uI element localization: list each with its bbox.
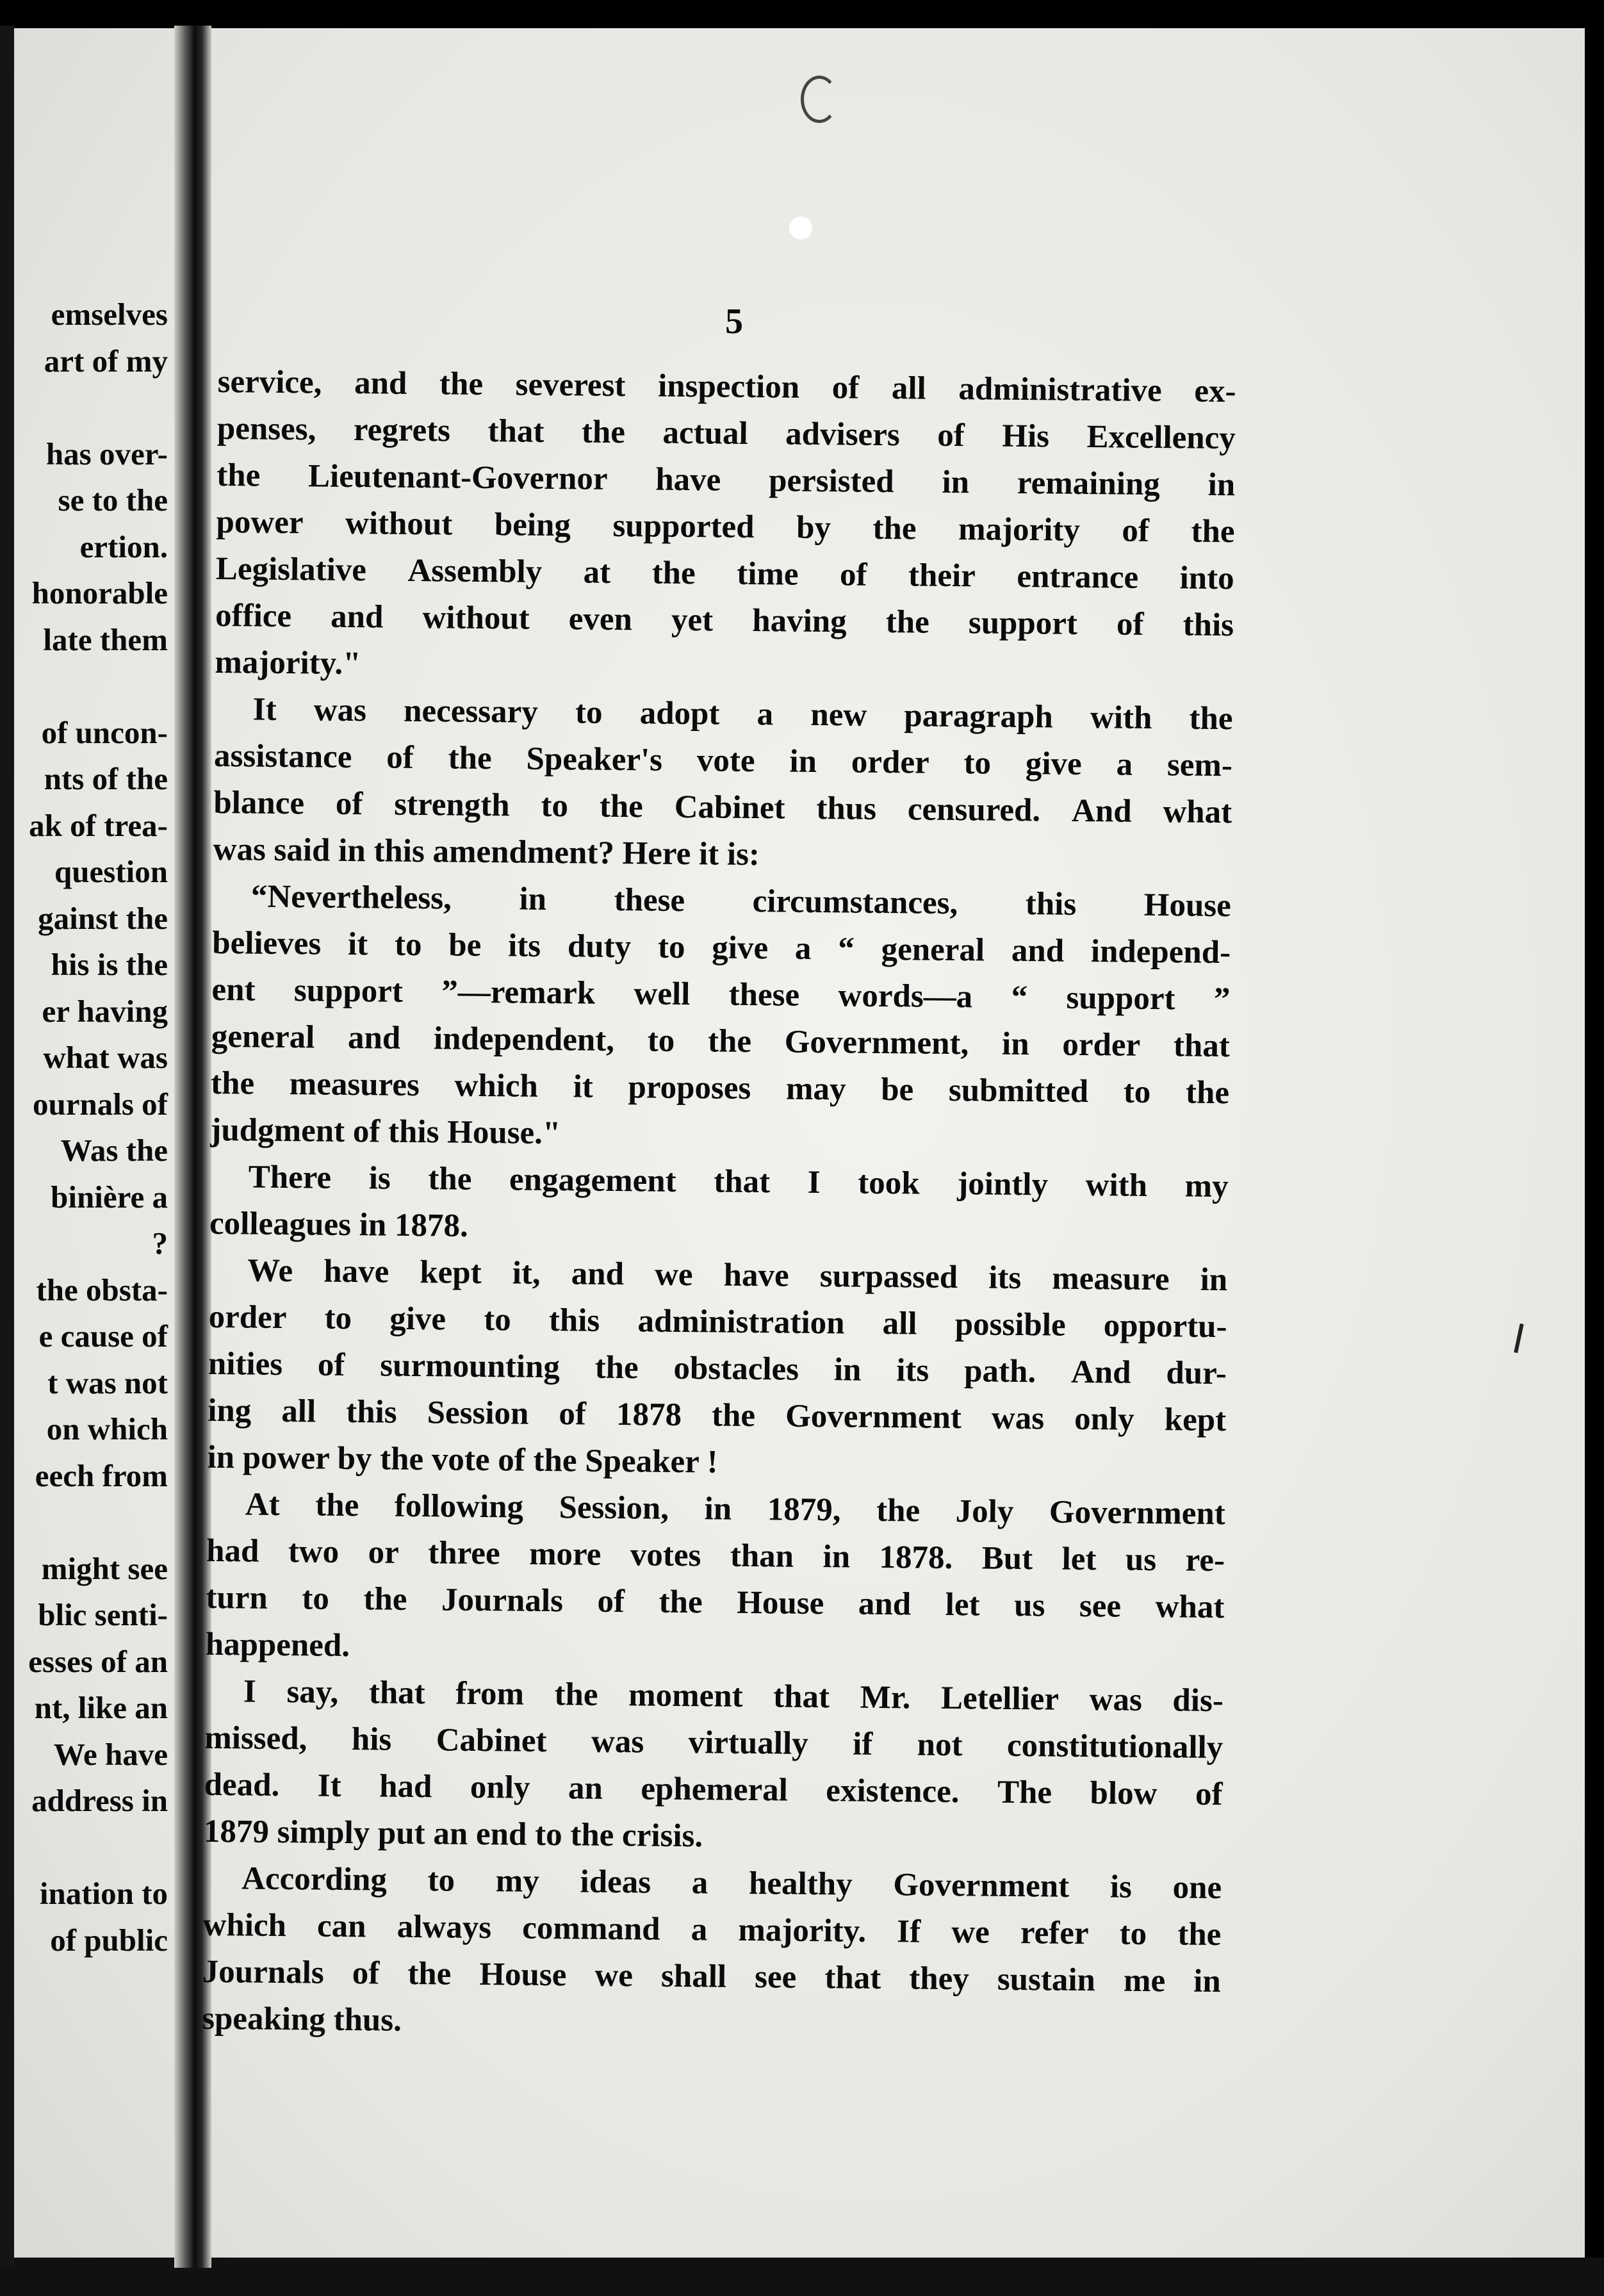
left-page-line: Was the [60,1133,168,1168]
text-line: which can always command a majority. If we refer to the [202,1906,1222,1953]
left-page-line: of uncon- [41,714,168,750]
text-line: 1879 simply put an end to the crisis. [203,1813,703,1855]
text-line: ent support ”—remark well these words—a “ support ” [211,971,1231,1018]
text-line: speaking thus. [201,2000,402,2038]
left-page-line: eech from [35,1457,168,1493]
text-line: Journals of the House we shall see that they sustain me in [202,1953,1222,2000]
left-page-line: nt, like an [34,1690,168,1725]
text-line: general and independent, to the Government, in order that [211,1018,1231,1065]
left-page-fragment [0,291,168,1964]
left-page-line: ournals of [32,1086,168,1122]
left-page-line: We have [53,1736,168,1772]
text-line: blance of strength to the Cabinet thus censured. And what [213,784,1232,831]
left-page-line: ak of trea- [29,807,168,843]
pencil-mark [801,76,838,123]
paper-hole [789,217,812,240]
left-page-line: might see [41,1550,168,1586]
left-page-line [0,384,168,431]
main-text-block [202,359,1236,2052]
left-page-line: address in [31,1783,168,1818]
left-page-line: on which [46,1411,168,1447]
text-line: ing all this Session of 1878 the Government was only kept [207,1392,1227,1439]
text-line: colleagues in 1878. [209,1205,469,1244]
left-page-line: late them [43,621,168,657]
text-line: order to give to this administration all possible opportu- [208,1299,1227,1345]
left-page-line: question [54,854,168,889]
left-page-line: se to the [58,482,168,518]
left-page-line: gainst the [38,900,168,936]
text-line: turn to the Journals of the House and let us see what [206,1579,1225,1626]
text-line: missed, his Cabinet was virtually if not constitutionally [204,1719,1223,1766]
text-line: I say, that from the moment that Mr. Letellier was dis- [243,1673,1224,1719]
text-line: believes it to be its duty to give a “ general and independ- [211,924,1231,971]
left-page-line: ination to [39,1876,168,1911]
left-page-line [0,663,168,710]
left-page-line: of public [50,1922,168,1958]
text-line: penses, regrets that the actual advisers of His Excellency [217,410,1236,457]
text-line: power without being supported by the majority of the [216,504,1235,550]
text-line: nities of surmounting the obstacles in its path. And dur- [208,1345,1227,1392]
scan-border-right [1585,0,1604,2296]
text-line: happened. [205,1626,350,1664]
left-page-line: ? [152,1226,168,1261]
text-line: office and without even yet having the support of this [215,597,1234,644]
left-page-line: the obsta- [36,1272,168,1308]
text-line: Legislative Assembly at the time of their entrance into [215,550,1234,597]
left-page-line: t was not [47,1365,168,1400]
left-page-line: has over- [45,436,168,472]
left-page-line: art of my [44,343,168,379]
text-line: judgment of this House." [210,1111,561,1152]
left-page-line: er having [42,993,168,1029]
text-line: the Lieutenant-Governor have persisted in remaining in [216,457,1236,504]
text-line: the measures which it proposes may be submitted to the [210,1065,1230,1111]
text-line: dead. It had only an ephemeral existence. The blow of [204,1766,1223,1813]
left-page-line: emselves [51,297,168,332]
text-line: in power by the vote of the Speaker ! [207,1439,718,1480]
left-page-line: what was [43,1040,168,1075]
left-page-line: ertion. [79,529,168,564]
text-line: majority." [215,644,361,682]
left-page-line: e cause of [38,1318,168,1354]
left-page-line: honorable [31,575,168,611]
text-line: At the following Session, in 1879, the Joly Government [245,1486,1226,1532]
left-page-line: blic senti- [38,1597,168,1632]
left-page-line [0,1499,168,1546]
left-page-line: nts of the [44,761,168,796]
text-line: It was necessary to adopt a new paragraph with the [252,691,1233,737]
text-line: service, and the severest inspection of all administrative ex- [217,363,1236,410]
text-line: We have kept it, and we have surpassed its measure in [247,1252,1228,1299]
text-line: was said in this amendment? Here it is: [213,831,760,873]
scan-border-top [0,0,1604,28]
left-page-line [0,1824,168,1871]
scan-border-bottom [0,2258,1604,2296]
text-line: “Nevertheless, in these circumstances, this House [250,878,1232,924]
page-number: 5 [725,302,743,341]
text-line: assistance of the Speaker's vote in order to give a sem- [213,737,1233,784]
left-page-line: binière a [51,1179,168,1215]
left-page-line: esses of an [28,1643,168,1679]
left-page-line: his is the [51,947,168,982]
text-line: According to my ideas a healthy Government is one [241,1860,1222,1906]
text-line: had two or three more votes than in 1878. But let us re- [206,1532,1225,1579]
text-line: There is the engagement that I took jointly with my [248,1159,1229,1205]
